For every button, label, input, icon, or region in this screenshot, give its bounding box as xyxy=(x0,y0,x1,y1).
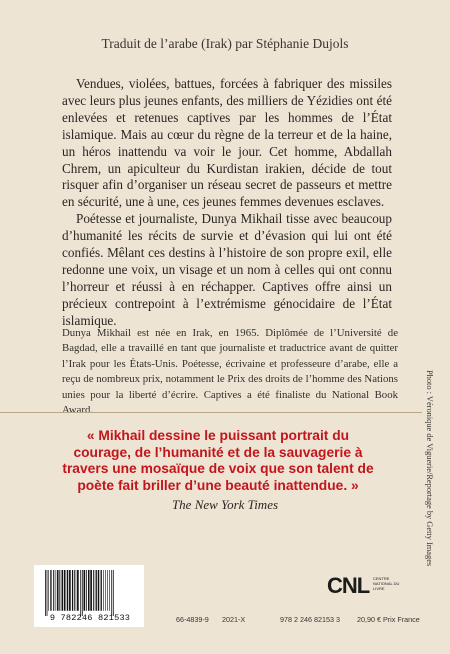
blurb xyxy=(62,76,392,330)
barcode-bar xyxy=(82,570,83,616)
barcode-bar xyxy=(80,570,81,616)
barcode-bar xyxy=(74,570,75,611)
barcode-bar xyxy=(101,570,102,611)
barcode-bar xyxy=(76,570,77,611)
blurb-paragraph-2: Poétesse et journaliste, Dunya Mikhail tisse avec beaucoup d’humanité les récits de survie et d’évasion qui lui ont été confiés. Mêlant ces destins à l’histoire de son propre exil, elle redonne une voix, un visage et un nom à celles qui ont connu l’horreur et réussi à en réchapper. Captives offre ainsi un précieux contrepoint à l’extrémisme génocidaire de l’État islamique. xyxy=(62,211,392,328)
price: 20,90 € Prix France xyxy=(357,615,420,624)
barcode-bar xyxy=(45,570,46,616)
translator-credit: Traduit de l’arabe (Irak) par Stéphanie Dujols xyxy=(101,36,349,51)
cnl-subtitle: CENTRE NATIONAL DU LIVRE xyxy=(373,576,400,591)
isbn-barcode xyxy=(34,565,144,627)
barcode-bar xyxy=(67,570,69,611)
barcode-bar xyxy=(48,570,49,611)
barcode-bar xyxy=(107,570,108,611)
barcode-bar xyxy=(86,570,87,611)
barcode-bar xyxy=(47,570,48,616)
barcode-bar xyxy=(96,570,97,611)
isbn-text: 978 2 246 82153 3 xyxy=(280,615,340,624)
barcode-bar xyxy=(93,570,94,611)
barcode-bar xyxy=(57,570,59,611)
barcode-bar xyxy=(56,570,57,611)
barcode-bar xyxy=(98,570,100,611)
barcode-bar xyxy=(59,570,60,611)
edition-code: 2021-X xyxy=(222,615,246,624)
author-bio: Dunya Mikhail est née en Irak, en 1965. Diplômée de l’Université de Bagdad, elle a travaillé en tant que journaliste et traductrice avant de quitter l’Irak pour les États-Unis. Poétesse, écrivaine et professeure d’arabe, elle a reçu de nombreux prix, notamment le Prix des droits de l’homme des Nations unies pour la liberté d’écrire. Captives a été finaliste du National Book Award. xyxy=(62,327,398,417)
barcode-digits: 9 782246 821533 xyxy=(49,613,131,623)
barcode-bar xyxy=(90,570,92,611)
barcode-bar xyxy=(88,570,90,611)
barcode-bar xyxy=(53,570,54,611)
cnl-logo xyxy=(327,573,400,599)
barcode-bar xyxy=(103,570,104,611)
barcode-bar xyxy=(62,570,64,611)
barcode-bar xyxy=(77,570,79,611)
barcode-bar xyxy=(64,570,66,611)
press-quote: « Mikhail dessine le puissant portrait du courage, de l’humanité et de la sauvagerie à travers une mosaïque de voix que son talent de poète fait briller d’une beauté inattendue. » xyxy=(62,428,374,493)
barcode-bars xyxy=(44,570,136,616)
blurb-paragraph-1: Vendues, violées, battues, forcées à fabriquer des missiles avec leurs plus jeunes enfants, des milliers de Yézidies ont été enlevées et retenues captives par les hommes de l’État islamique. Mais au cœur du règne de la terreur et de la haine, un héros inattendu va voir le jour. Cet homme, Abdallah Chrem, un apiculteur du Kurdistan irakien, décide de tout risquer afin d’organiser un réseau secret de passeurs et mettre en sécurité, une à une, ces jeunes femmes devenues esclaves. xyxy=(62,76,392,210)
barcode-bar xyxy=(69,570,71,611)
barcode-bar xyxy=(111,570,112,616)
internal-code: 66-4839-9 xyxy=(176,615,209,624)
barcode-bar xyxy=(113,570,114,616)
barcode-bar xyxy=(84,570,86,611)
divider xyxy=(0,412,422,413)
cnl-mark: CNL xyxy=(327,573,370,598)
barcode-bar xyxy=(72,570,73,611)
barcode-bar xyxy=(50,570,51,611)
quote-source: The New York Times xyxy=(171,497,279,512)
barcode-bar xyxy=(109,570,110,611)
barcode-bar xyxy=(105,570,106,611)
photo-credit: Photo : Véronique de Viguerie/Reportage by Getty Images xyxy=(425,370,434,567)
